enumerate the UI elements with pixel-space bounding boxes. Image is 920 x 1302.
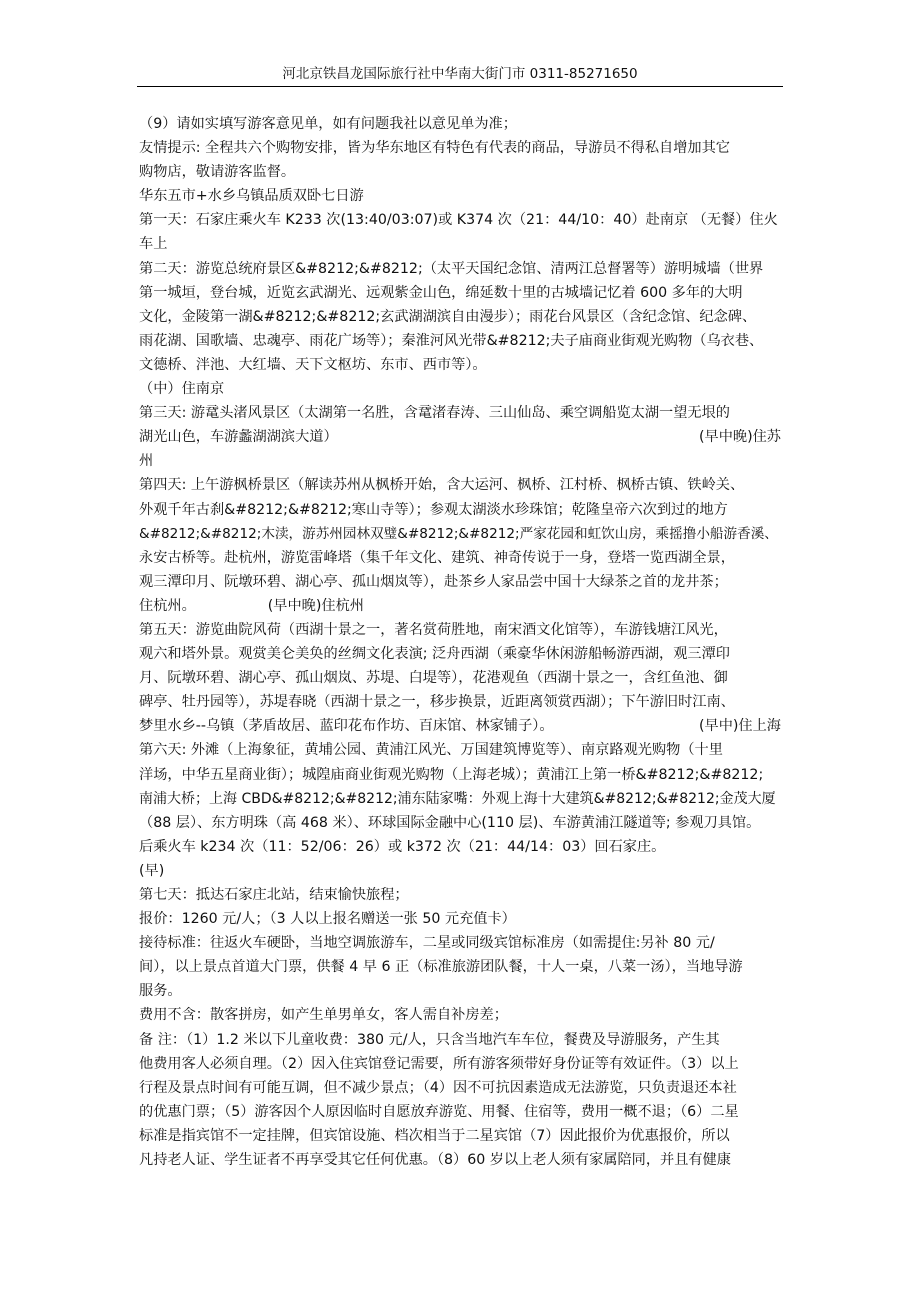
text-line: 南浦大桥；上海 CBD&#8212;&#8212;浦东陆家嘴：外观上海十大建筑&#8212;&#8212;金茂大厦 <box>139 790 776 807</box>
text-line: 第一天：石家庄乘火车 K233 次(13:40/03:07)或 K374 次（21：44/10：40）赴南京 （无餐）住火 <box>139 212 778 229</box>
text-line: （中）住南京 <box>139 381 225 398</box>
text-line: 月、阮墩环碧、湖心亭、孤山烟岚、苏堤、白堤等），花港观鱼（西湖十景之一，含红鱼池、御 <box>139 670 728 687</box>
text-line <box>139 714 781 738</box>
text-line: 车上 <box>139 236 168 253</box>
text-line: 第六天: 外滩（上海象征，黄埔公园、黄浦江风光、万国建筑博览等）、南京路观光购物（十里 <box>139 742 723 759</box>
text-line: 行程及景点时间有可能互调，但不减少景点；（4）因不可抗因素造成无法游览，只负责退还本社 <box>139 1079 737 1096</box>
text-line: 购物店，敬请游客监督。 <box>139 164 296 181</box>
text-line: 碑亭、牡丹园等），苏堤春晓（西湖十景之一，移步换景，近距离领赏西湖）；下午游旧时江南、 <box>139 694 735 711</box>
text-fragment: 梦里水乡--乌镇（茅盾故居、蓝印花布作坊、百床馆、林家铺子）。 <box>139 718 554 735</box>
header-rule <box>137 86 783 87</box>
text-line: 标准是指宾馆不一定挂牌，但宾馆设施、档次相当于二星宾馆（7）因此报价为优惠报价，所以 <box>139 1127 730 1144</box>
text-fragment: (早中晚)住苏 <box>698 429 781 446</box>
text-line: 第五天：游览曲院风荷（西湖十景之一，著名赏荷胜地，南宋酒文化馆等），车游钱塘江风光， <box>139 621 728 638</box>
text-line: 间），以上景点首道大门票，供餐 4 早 6 正（标准旅游团队餐，十人一桌，八菜一汤），当地导游 <box>139 959 743 976</box>
text-fragment: (早中晚)住杭州 <box>267 597 364 614</box>
text-line: &#8212;&#8212;木渎，游苏州园林双璧&#8212;&#8212;严家花园和虹饮山房，乘摇撸小船游香溪、 <box>139 525 778 542</box>
text-line: 文德桥、泮池、大红墙、天下文枢坊、东市、西市等）。 <box>139 356 487 373</box>
text-line: 费用不含：散客拼房，如产生单男单女，客人需自补房差； <box>139 1007 508 1024</box>
text-line: 凡持老人证、学生证者不再享受其它任何优惠。（8）60 岁以上老人须有家属陪同，并且有健康 <box>139 1152 731 1169</box>
text-line: （9）请如实填写游客意见单，如有问题我社以意见单为准； <box>139 116 517 132</box>
text-line <box>139 594 781 618</box>
text-line: 第三天: 游鼋头渚风景区（太湖第一名胜，含鼋渚春涛、三山仙岛、乘空调船览太湖一望无垠的 <box>139 405 730 422</box>
text-line: 报价：1260 元/人；（3 人以上报名赠送一张 50 元充值卡） <box>139 911 516 928</box>
text-line: 第七天：抵达石家庄北站，结束愉快旅程； <box>139 887 409 903</box>
text-line: 州 <box>139 453 154 470</box>
text-line: 观三潭印月、阮墩环碧、湖心亭、孤山烟岚等），赴茶乡人家品尝中国十大绿茶之首的龙井茶； <box>139 573 728 590</box>
text-fragment: 湖光山色，车游蠡湖湖滨大道） <box>139 429 338 446</box>
text-line: 接待标准：往返火车硬卧，当地空调旅游车，二星或同级宾馆标准房（如需提住:另补 80 元/ <box>139 935 715 952</box>
text-line: 外观千年古刹&#8212;&#8212;寒山寺等）；参观太湖淡水珍珠馆；乾隆皇帝六次到过的地方 <box>139 501 728 518</box>
text-line: 后乘火车 k234 次（11：52/06：26）或 k372 次（21：44/14：03）回石家庄。 <box>139 838 666 855</box>
text-line: 雨花湖、国歌墙、忠魂亭、雨花广场等）；秦淮河风光带&#8212;夫子庙商业街观光购物（乌衣巷、 <box>139 332 764 349</box>
page-header: 河北京铁昌龙国际旅行社中华南大街门市 0311-85271650 <box>282 66 638 82</box>
text-line: 服务。 <box>139 983 182 1000</box>
document-body <box>139 112 781 1172</box>
text-line: 文化，金陵第一湖&#8212;&#8212;玄武湖湖滨自由漫步）；雨花台风景区（含纪念馆、纪念碑、 <box>139 308 757 325</box>
text-line: 备 注：（1）1.2 米以下儿童收费：380 元/人，只含当地汽车车位，餐费及导游服务，产生其 <box>139 1031 720 1048</box>
text-line: (早) <box>139 862 165 879</box>
text-fragment: 住杭州。 <box>139 597 196 614</box>
text-line: 第四天: 上午游枫桥景区（解读苏州从枫桥开始，含大运河、枫桥、江村桥、枫桥古镇、铁岭关、 <box>139 477 745 494</box>
text-line: 友情提示: 全程共六个购物安排，皆为华东地区有特色有代表的商品，导游员不得私自增加其它 <box>139 140 730 157</box>
text-line: 他费用客人必须自理。（2）因入住宾馆登记需要，所有游客须带好身份证等有效证件。（3）以上 <box>139 1055 739 1072</box>
text-line: 永安古桥等。赴杭州，游览雷峰塔（集千年文化、建筑、神奇传说于一身，登塔一览西湖全景， <box>139 549 735 566</box>
text-line: （88 层）、东方明珠（高 468 米）、环球国际金融中心(110 层)、车游黄浦江隧道等; 参观刀具馆。 <box>139 814 761 831</box>
text-line: 洋场，中华五星商业街）；城隍庙商业街观光购物（上海老城）；黄浦江上第一桥&#8212;&#8212; <box>139 766 764 783</box>
text-fragment: (早中)住上海 <box>698 718 781 735</box>
text-line: 观六和塔外景。观赏美仑美奂的丝绸文化表演; 泛舟西湖（乘豪华休闲游船畅游西湖，观三潭印 <box>139 646 730 663</box>
text-line: 第一城垣，登台城，近览玄武湖光、远观紫金山色，绵延数十里的古城墙记忆着 600 多年的大明 <box>139 284 743 301</box>
text-line: 第二天：游览总统府景区&#8212;&#8212;（太平天国纪念馆、清两江总督署等）游明城墙（世界 <box>139 260 764 277</box>
text-line <box>139 425 781 449</box>
text-line: 的优惠门票；（5）游客因个人原因临时自愿放弃游览、用餐、住宿等，费用一概不退；（6）二星 <box>139 1103 739 1120</box>
text-line: 华东五市+水乡乌镇品质双卧七日游 <box>139 188 364 205</box>
